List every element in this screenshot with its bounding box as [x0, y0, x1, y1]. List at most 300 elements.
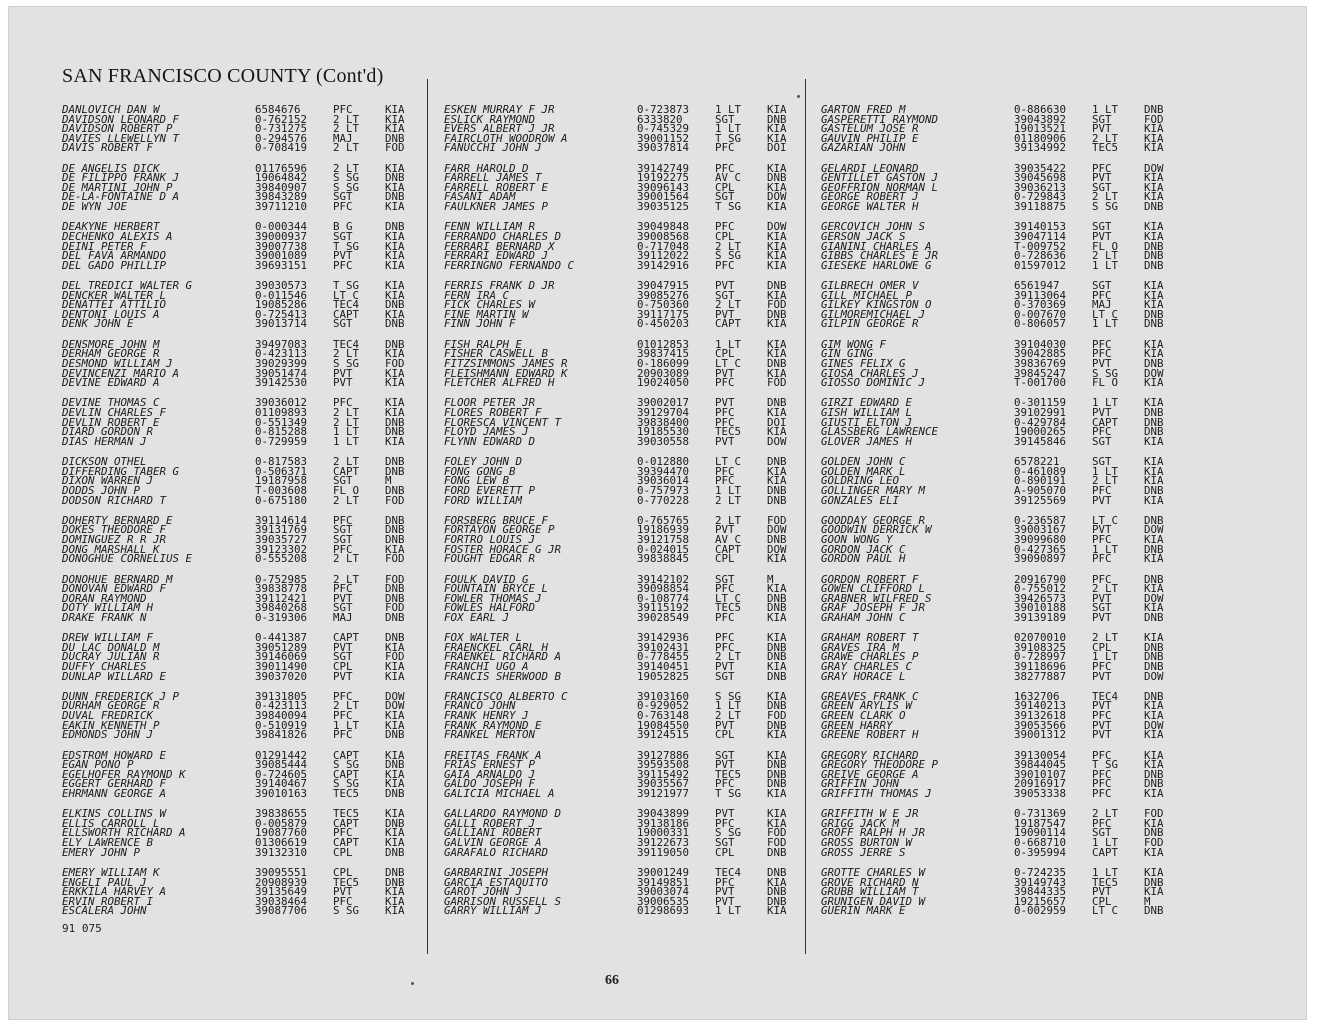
- serial-number: 39146069: [255, 652, 308, 662]
- name: FARRELL ROBERT E: [444, 182, 549, 193]
- rank: PVT: [333, 887, 353, 897]
- name: DE ANGELIS DICK: [62, 163, 160, 174]
- status: DOW: [1144, 671, 1164, 682]
- serial-number: 39711210: [255, 202, 308, 212]
- record-row: [821, 164, 1191, 174]
- status: KIA: [1144, 603, 1164, 613]
- status: DOW: [1144, 163, 1164, 174]
- status: DOW: [767, 544, 787, 555]
- rank: SGT: [333, 319, 353, 330]
- status: DNB: [1144, 251, 1164, 261]
- name: GINES FELIX G: [821, 358, 906, 369]
- record-row: [821, 643, 1191, 653]
- status: DNB: [767, 652, 787, 662]
- record-row: [821, 202, 1191, 212]
- serial-number: 0-890191: [1014, 476, 1067, 486]
- serial-number: T-003608: [255, 485, 308, 496]
- record-row: [444, 809, 814, 819]
- status: KIA: [385, 779, 405, 789]
- rank: 2 LT: [1092, 133, 1119, 144]
- name: GROSS JERRE S: [821, 847, 906, 858]
- serial-number: 0-728636: [1014, 251, 1067, 261]
- name: GILMOREMICHAEL J: [821, 309, 926, 320]
- record-row: [444, 711, 814, 721]
- status: DNB: [1144, 652, 1164, 662]
- status: DNB: [767, 760, 787, 770]
- rank: TEC5: [715, 769, 742, 780]
- record-row: [821, 291, 1191, 301]
- status: KIA: [1144, 711, 1164, 721]
- status: KIA: [1144, 182, 1164, 193]
- status: DNB: [385, 192, 405, 203]
- record-row: [444, 779, 814, 789]
- rank: CAPT: [333, 838, 360, 848]
- status: KIA: [767, 260, 787, 271]
- name: GROVE RICHARD N: [821, 877, 919, 888]
- serial-number: 0-429784: [1014, 417, 1067, 428]
- record-row: [821, 692, 1191, 702]
- status: DNB: [385, 612, 405, 623]
- record-row: [444, 437, 814, 447]
- record-row: [62, 848, 432, 858]
- status: DNB: [1144, 309, 1164, 320]
- rank: PFC: [1092, 779, 1112, 789]
- name: EHRMANN GEORGE A: [62, 788, 167, 799]
- serial-number: 39135649: [255, 887, 308, 897]
- status: DNB: [1144, 769, 1164, 780]
- serial-number: 19013521: [1014, 124, 1067, 134]
- record-row: [62, 878, 432, 888]
- name: DE-LA-FONTAINE D A: [62, 192, 180, 203]
- rank: 1 LT: [715, 124, 742, 134]
- serial-number: 0-108774: [637, 593, 690, 604]
- status: KIA: [1144, 476, 1164, 486]
- status: FOD: [767, 838, 787, 848]
- rank: PFC: [1092, 750, 1112, 761]
- name: GAROT JOHN J: [444, 887, 523, 897]
- rank: S SG: [1092, 368, 1119, 379]
- rank: PVT: [715, 760, 735, 770]
- record-row: [444, 134, 814, 144]
- rank: 2 LT: [1092, 251, 1119, 261]
- serial-number: 39112421: [255, 593, 308, 604]
- name: FORTRO LOUIS J: [444, 535, 536, 545]
- status: DNB: [767, 642, 787, 653]
- status: DNB: [767, 701, 787, 712]
- record-row: [821, 594, 1191, 604]
- status: DNB: [1144, 612, 1164, 623]
- rank: 1 LT: [1092, 838, 1119, 848]
- rank: PFC: [715, 877, 735, 888]
- name: FARR HAROLD D: [444, 163, 529, 174]
- status: DNB: [1144, 544, 1164, 555]
- serial-number: 0-765765: [637, 515, 690, 526]
- record-row: [444, 319, 814, 329]
- rank: 1 LT: [333, 436, 360, 447]
- serial-number: 0-728997: [1014, 652, 1067, 662]
- status: KIA: [767, 476, 787, 486]
- rank: PFC: [333, 711, 353, 721]
- name: GRAHAM JOHN C: [821, 612, 906, 623]
- serial-number: 39139189: [1014, 612, 1067, 623]
- name: ELLIS CARROLL L: [62, 818, 160, 829]
- name: ENGELI PAUL J: [62, 877, 147, 888]
- rank: LT C: [715, 593, 742, 604]
- status: KIA: [1144, 760, 1164, 770]
- record-row: [821, 819, 1191, 829]
- name: DEVINE THOMAS C: [62, 398, 160, 409]
- status: DNB: [767, 398, 787, 409]
- record-row: [821, 192, 1191, 202]
- status: KIA: [1144, 281, 1164, 291]
- record-row: [821, 183, 1191, 193]
- status: KIA: [1144, 290, 1164, 301]
- name: ELLSWORTH RICHARD A: [62, 828, 186, 839]
- status: KIA: [385, 887, 405, 897]
- serial-number: 39123302: [255, 544, 308, 555]
- name: FAULKNER JAMES P: [444, 202, 549, 212]
- rank: PFC: [715, 779, 735, 789]
- status: KIA: [385, 544, 405, 555]
- rank: 1 LT: [715, 485, 742, 496]
- record-row: [62, 476, 432, 486]
- status: KIA: [385, 750, 405, 761]
- name: ESKEN MURRAY F JR: [444, 105, 555, 115]
- serial-number: 19000331: [637, 828, 690, 839]
- record-row: [62, 819, 432, 829]
- name: GIN GING: [821, 349, 874, 359]
- rank: SGT: [715, 114, 735, 125]
- record-row: [444, 545, 814, 555]
- status: DNB: [1144, 260, 1164, 271]
- record-row: [444, 633, 814, 643]
- status: DNB: [1144, 485, 1164, 496]
- name: FOLEY JOHN D: [444, 457, 523, 467]
- rank: PVT: [715, 720, 735, 731]
- rank: CAPT: [333, 769, 360, 780]
- rank: PVT: [333, 251, 353, 261]
- name: GARTON FRED M: [821, 105, 906, 115]
- name: GRABNER WILFRED S: [821, 593, 932, 604]
- record-row: [444, 789, 814, 799]
- serial-number: 0-005879: [255, 818, 308, 829]
- name: DURHAM GEORGE R: [62, 701, 160, 712]
- status: FOD: [767, 828, 787, 839]
- serial-number: 0-423113: [255, 349, 308, 359]
- name: GIESEKE HARLOWE G: [821, 260, 932, 271]
- rank: PVT: [1092, 730, 1112, 740]
- status: DNB: [385, 847, 405, 858]
- rank: PFC: [1092, 711, 1112, 721]
- rank: 1 LT: [715, 105, 742, 115]
- rank: PVT: [333, 642, 353, 653]
- serial-number: 39845247: [1014, 368, 1067, 379]
- serial-number: 39030558: [637, 436, 690, 447]
- name: GOON WONG Y: [821, 535, 893, 545]
- rank: CAPT: [333, 633, 360, 643]
- serial-number: 39104030: [1014, 339, 1067, 350]
- rank: 2 LT: [715, 515, 742, 526]
- serial-number: 0-724605: [255, 769, 308, 780]
- serial-number: 39035422: [1014, 163, 1067, 174]
- rank: 1 LT: [1092, 652, 1119, 662]
- status: DOW: [1144, 593, 1164, 604]
- rank: TEC4: [1092, 691, 1119, 702]
- record-row: [444, 672, 814, 682]
- rank: PVT: [1092, 887, 1112, 897]
- status: KIA: [1144, 633, 1164, 643]
- status: DNB: [767, 173, 787, 183]
- name: DIAS HERMAN J: [62, 436, 147, 447]
- record-row: [62, 897, 432, 907]
- serial-number: 0-725413: [255, 309, 308, 320]
- record-group: [444, 222, 814, 281]
- serial-number: 39090897: [1014, 554, 1067, 564]
- serial-number: 39008568: [637, 231, 690, 242]
- status: KIA: [1144, 231, 1164, 242]
- rank: PVT: [715, 809, 735, 819]
- name: DENCKER WALTER L: [62, 290, 167, 301]
- record-group: [821, 516, 1191, 575]
- record-row: [62, 554, 432, 564]
- rank: PFC: [1092, 818, 1112, 829]
- rank: PFC: [333, 730, 353, 740]
- record-row: [444, 760, 814, 770]
- serial-number: 39693151: [255, 260, 308, 271]
- record-row: [62, 319, 432, 329]
- name: FOUGHT EDGAR R: [444, 554, 536, 564]
- record-row: [62, 525, 432, 535]
- serial-number: 39122673: [637, 838, 690, 848]
- rank: PFC: [715, 408, 735, 418]
- status: DNB: [1144, 319, 1164, 330]
- record-row: [444, 603, 814, 613]
- record-group: [821, 575, 1191, 634]
- rank: PFC: [333, 584, 353, 594]
- record-row: [62, 408, 432, 418]
- serial-number: 19085286: [255, 300, 308, 310]
- name: GAZARIAN JOHN: [821, 143, 906, 153]
- rank: LT C: [715, 358, 742, 369]
- serial-number: 39394470: [637, 466, 690, 477]
- name: ERVIN ROBERT I: [62, 896, 154, 907]
- status: KIA: [385, 281, 405, 291]
- name: GALICIA MICHAEL A: [444, 788, 555, 799]
- record-row: [444, 232, 814, 242]
- rank: PFC: [715, 612, 735, 623]
- record-row: [821, 143, 1191, 153]
- status: FOD: [385, 495, 405, 506]
- rank: SGT: [1092, 281, 1112, 291]
- name: GROTTE CHARLES W: [821, 867, 926, 878]
- name: EMERY JOHN P: [62, 847, 141, 858]
- rank: TEC5: [715, 427, 742, 437]
- name: GONZALES ELI: [821, 495, 900, 506]
- name: FRANCIS SHERWOOD B: [444, 671, 562, 682]
- serial-number: 39036014: [637, 476, 690, 486]
- rank: S SG: [333, 358, 360, 369]
- rank: TEC5: [333, 877, 360, 888]
- rank: SGT: [1092, 603, 1112, 613]
- record-row: [821, 457, 1191, 467]
- rank: SGT: [333, 192, 353, 203]
- serial-number: 0-551349: [255, 417, 308, 428]
- record-row: [62, 232, 432, 242]
- name: EGAN PONO P: [62, 760, 134, 770]
- record-row: [821, 398, 1191, 408]
- record-row: [444, 418, 814, 428]
- name: GALLARDO RAYMOND D: [444, 809, 562, 819]
- serial-number: 0-427365: [1014, 544, 1067, 555]
- record-row: [821, 603, 1191, 613]
- name: GALVIN GEORGE A: [444, 838, 542, 848]
- status: KIA: [1144, 818, 1164, 829]
- record-row: [62, 467, 432, 477]
- name: DENTONI LOUIS A: [62, 309, 160, 320]
- record-row: [821, 711, 1191, 721]
- serial-number: 0-731275: [255, 124, 308, 134]
- record-row: [62, 124, 432, 134]
- status: FOD: [385, 143, 405, 153]
- record-row: [444, 643, 814, 653]
- record-row: [444, 575, 814, 585]
- serial-number: 39142749: [637, 163, 690, 174]
- name: DEVINCENZI MARIO A: [62, 368, 180, 379]
- status: FOD: [385, 554, 405, 564]
- status: KIA: [767, 319, 787, 330]
- serial-number: 0-319306: [255, 612, 308, 623]
- serial-number: 39001312: [1014, 730, 1067, 740]
- record-row: [821, 486, 1191, 496]
- rank: PVT: [1092, 720, 1112, 731]
- record-row: [62, 887, 432, 897]
- status: KIA: [767, 466, 787, 477]
- record-row: [62, 652, 432, 662]
- status: KIA: [385, 906, 405, 916]
- serial-number: 01597012: [1014, 260, 1067, 271]
- rank: PFC: [715, 222, 735, 232]
- serial-number: 0-002959: [1014, 906, 1067, 916]
- serial-number: 39002017: [637, 398, 690, 409]
- rank: 1 LT: [1092, 105, 1119, 115]
- serial-number: 0-011546: [255, 290, 308, 301]
- rank: PFC: [715, 584, 735, 594]
- status: DNB: [767, 281, 787, 291]
- status: FOD: [385, 652, 405, 662]
- serial-number: 6561947: [1014, 281, 1060, 291]
- record-group: [62, 633, 432, 692]
- status: KIA: [767, 906, 787, 916]
- name: GROSS BURTON W: [821, 838, 913, 848]
- name: FISHER CASWELL B: [444, 349, 549, 359]
- serial-number: 39035727: [255, 535, 308, 545]
- name: DEL FAVA ARMANDO: [62, 251, 167, 261]
- status: DNB: [385, 633, 405, 643]
- record-row: [62, 789, 432, 799]
- record-row: [821, 770, 1191, 780]
- name: DESMOND WILLIAM J: [62, 358, 173, 369]
- name: FERRANDO CHARLES D: [444, 231, 562, 242]
- rank: PVT: [1092, 612, 1112, 623]
- rank: PVT: [1092, 173, 1112, 183]
- record-group: [62, 340, 432, 399]
- record-group: [821, 868, 1191, 927]
- record-row: [821, 721, 1191, 731]
- rank: 1 LT: [1092, 260, 1119, 271]
- rank: 1 LT: [715, 906, 742, 916]
- record-row: [444, 467, 814, 477]
- rank: PVT: [715, 887, 735, 897]
- record-row: [444, 878, 814, 888]
- name: GARCIA ESTAQUITO: [444, 877, 549, 888]
- record-row: [444, 486, 814, 496]
- serial-number: 0-929052: [637, 701, 690, 712]
- name: GASTELUM JOSE R: [821, 124, 919, 134]
- rank: 1 LT: [1092, 466, 1119, 477]
- serial-number: 0-763148: [637, 711, 690, 721]
- status: KIA: [1144, 535, 1164, 545]
- serial-number: 39001564: [637, 192, 690, 203]
- serial-number: 0-770228: [637, 495, 690, 506]
- name: GLOVER JAMES H: [821, 436, 913, 447]
- name: DAVIS ROBERT F: [62, 143, 154, 153]
- rank: 2 LT: [333, 574, 360, 585]
- rank: PFC: [1092, 427, 1112, 437]
- status: KIA: [1144, 847, 1164, 858]
- record-row: [444, 721, 814, 731]
- status: KIA: [385, 105, 405, 115]
- rank: PFC: [715, 163, 735, 174]
- rank: SGT: [1092, 182, 1112, 193]
- rank: SGT: [1092, 114, 1112, 125]
- rank: 2 LT: [715, 652, 742, 662]
- name: FONG LEW B: [444, 476, 510, 486]
- name: FLETCHER ALFRED H: [444, 378, 555, 388]
- status: DNB: [767, 896, 787, 907]
- name: DUNLAP WILLARD E: [62, 671, 167, 682]
- serial-number: 39838400: [637, 417, 690, 428]
- serial-number: 19024050: [637, 378, 690, 388]
- status: KIA: [767, 202, 787, 212]
- status: DNB: [767, 358, 787, 369]
- status: KIA: [767, 251, 787, 261]
- serial-number: 19215657: [1014, 896, 1067, 907]
- serial-number: 39131769: [255, 525, 308, 535]
- serial-number: T-001700: [1014, 378, 1067, 388]
- record-group: [821, 281, 1191, 340]
- rank: PFC: [333, 515, 353, 526]
- rank: CPL: [333, 867, 353, 878]
- serial-number: 20916790: [1014, 574, 1067, 585]
- record-row: [62, 584, 432, 594]
- name: EDMONDS JOHN J: [62, 730, 154, 740]
- status: DNB: [385, 584, 405, 594]
- record-row: [444, 652, 814, 662]
- status: KIA: [767, 730, 787, 740]
- record-row: [821, 378, 1191, 388]
- name: DENATTEI ATTILIO: [62, 300, 167, 310]
- serial-number: 39138186: [637, 818, 690, 829]
- record-row: [821, 427, 1191, 437]
- rank: SGT: [333, 476, 353, 486]
- serial-number: 39051289: [255, 642, 308, 653]
- rank: 1 LT: [715, 339, 742, 350]
- record-row: [444, 554, 814, 564]
- name: FORSBERG BRUCE F: [444, 515, 549, 526]
- name: FLORESCA VINCENT T: [444, 417, 562, 428]
- record-group: [62, 457, 432, 516]
- rank: 2 LT: [1092, 809, 1119, 819]
